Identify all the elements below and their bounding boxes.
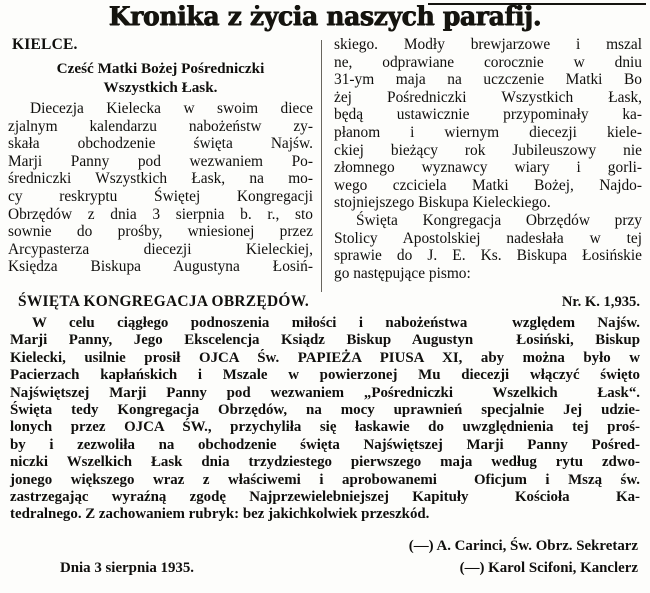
text-line: Pacierzach kapłańskich i Mszale w powierzonej Mu diecezji włączyć święto: [10, 367, 640, 384]
text-line: złomnego wyznawcy wiary i gorli-: [334, 159, 642, 177]
text-line: Obrzędów z dnia 3 sierpnia b. r., sto: [8, 205, 313, 223]
text-line: żej Pośredniczki Wszystkich Łask,: [334, 88, 642, 106]
text-line: Najświętszej Marji Panny pod wezwaniem „Pośredniczki Wszelkich Łask“.: [10, 384, 640, 401]
text-line: Diecezja Kielecka w swoim diece: [30, 100, 313, 117]
text-line: Księdza Biskupa Augustyna Łosiń-: [8, 258, 313, 276]
text-line: ne, odprawiane corocznie w dniu: [334, 53, 642, 71]
text-line: W celu ciągłego podnoszenia miłości i nabożeństwa względem Najśw.: [32, 315, 640, 331]
right-column-paragraph-2: [334, 212, 642, 282]
decree-number: Nr. K. 1,935.: [561, 294, 640, 310]
subheading-line: Wszystkich Łask.: [103, 79, 218, 96]
right-column: [334, 36, 642, 282]
column-divider-rule: [321, 40, 322, 292]
text-line: Arcypasterza diecezji Kieleckiej,: [8, 240, 313, 258]
text-line: będą ustawicznie przypominały ka-: [334, 106, 642, 124]
text-line: zastrzegając wyraźną zgodę Najprzewielebniejszej Kapituły Kościoła Ka-: [10, 489, 640, 506]
text-line: skała obchodzenie święta Najśw.: [8, 135, 313, 153]
decree-title: ŚWIĘTA KONGREGACJA OBRZĘDÓW.: [18, 293, 310, 310]
decree-date: Dnia 3 sierpnia 1935.: [60, 559, 195, 576]
right-column-paragraph-1: [334, 36, 642, 212]
text-line: by i zezwoliła na obchodzenie święta Najświętszej Marji Panny Pośred-: [10, 436, 640, 453]
text-line: cy reskryptu Świętej Kongregacji: [8, 187, 313, 205]
text-line: zjalnym kalendarzu nabożeństw zy-: [8, 117, 313, 135]
text-line: skiego. Modły brewjarzowe i mszal: [334, 36, 642, 53]
dateline-city: KIELCE.: [12, 36, 78, 53]
decree-header: [8, 293, 642, 315]
text-line: niczki Wszelkich Łask dnia trzydziestego pierwszego maja według rytu zdwo-: [10, 454, 640, 471]
page-title: Kronika z życia naszych parafij.: [108, 1, 542, 32]
text-line: ckiej bieżący rok Jubileuszowy nie: [334, 141, 642, 159]
article-subheading: [8, 59, 313, 97]
text-line: lonych przez OJCA ŚW., przychyliła się łaskawie do uwzględnienia tej proś-: [10, 419, 640, 436]
text-line: Marji Panny, Jego Ekscelencja Ksiądz Biskup Augustyn Łosiński, Biskup: [10, 332, 640, 349]
text-line: sownie do prośby, wniesionej przez: [8, 223, 313, 241]
text-line: Święta tedy Kongregacja Obrzędów, na mocy uprawnień specjalnie Jej udzie-: [10, 402, 640, 419]
text-line: wego czciciela Matki Bożej, Najdo-: [334, 176, 642, 194]
text-line: średniczki Wszystkich Łask, na mo-: [8, 170, 313, 188]
text-line: stojniejszego Biskupa Kieleckiego.: [334, 194, 551, 212]
text-line: Kielecki, usilnie prosił OJCA Św. PAPIEŻA PIUSA XI, aby można było w: [10, 349, 640, 366]
text-line: go następujące pismo:: [334, 264, 471, 282]
text-line: Stolicy Apostolskiej nadesłała w tej: [334, 229, 642, 247]
left-column: [8, 36, 313, 276]
text-line: płanom i wiernym diecezji kiele-: [334, 123, 642, 141]
left-column-paragraph: [8, 100, 313, 276]
subheading-line: Cześć Matki Bożej Pośredniczki: [56, 60, 265, 77]
text-line: tedralnego. Z zachowaniem rubryk: bez jakichkolwiek przeszkód.: [10, 506, 430, 523]
text-line: 31-ym maja na uczczenie Matki Bo: [334, 71, 642, 89]
signature-secretary: (—) A. Carinci, Św. Obrz. Sekretarz: [408, 537, 638, 554]
signature-block: [8, 534, 642, 588]
text-line: jonego większego wraz z właściwemi i aprobowanemi Oficjum i Mszą św.: [10, 471, 640, 488]
text-line: sprawie do J. E. Ks. Biskupa Łosińskie: [334, 247, 642, 265]
signature-chancellor: (—) Karol Scifoni, Kanclerz: [459, 559, 638, 576]
text-line: Marji Panny pod wezwaniem Po-: [8, 152, 313, 170]
decree-body: [8, 315, 642, 524]
two-column-section: [8, 36, 642, 292]
masthead: [8, 0, 642, 34]
text-line: Święta Kongregacja Obrzędów przy: [356, 211, 642, 229]
